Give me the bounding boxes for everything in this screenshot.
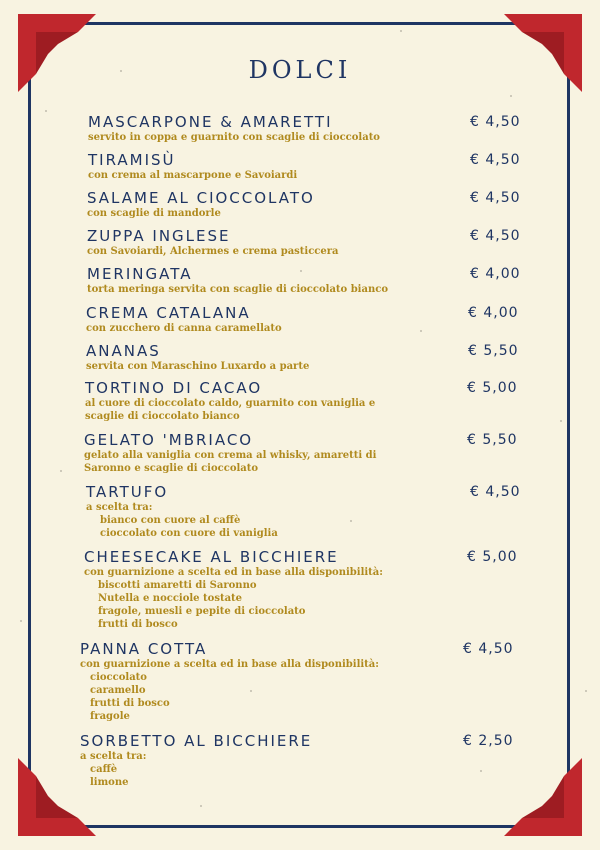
menu-item-tiramisu xyxy=(88,151,297,182)
item-desc: con guarnizione a scelta ed in base alla disponibilità: xyxy=(84,567,383,578)
menu-item-salame xyxy=(87,189,315,220)
item-price: € 4,50 xyxy=(470,114,521,130)
item-name: MERINGATA xyxy=(87,265,193,283)
menu-item-tartufo xyxy=(86,483,278,540)
item-option: frutti di bosco xyxy=(90,698,170,709)
item-option: caffè xyxy=(90,764,118,775)
item-desc: con Savoiardi, Alchermes e crema pasticcera xyxy=(87,246,339,257)
item-option: caramello xyxy=(90,685,146,696)
item-price: € 2,50 xyxy=(463,733,514,749)
item-option: Nutella e nocciole tostate xyxy=(98,593,243,604)
item-price: € 4,50 xyxy=(470,152,521,168)
item-price: € 5,00 xyxy=(467,380,518,396)
item-name: MASCARPONE & AMARETTI xyxy=(88,113,333,131)
menu-item-mascarpone xyxy=(88,113,380,144)
item-option: limone xyxy=(90,777,129,788)
item-name: CHEESECAKE AL BICCHIERE xyxy=(84,548,339,566)
item-price: € 4,50 xyxy=(463,641,514,657)
item-price: € 4,00 xyxy=(468,305,519,321)
item-price: € 4,50 xyxy=(470,228,521,244)
item-name: CREMA CATALANA xyxy=(86,304,251,322)
menu-item-gelato-mbriaco xyxy=(84,431,376,475)
item-name: GELATO 'MBRIACO xyxy=(84,431,254,449)
item-option: bianco con cuore al caffè xyxy=(100,515,241,526)
menu-title: DOLCI xyxy=(248,56,352,84)
item-desc: con zucchero di canna caramellato xyxy=(86,323,282,334)
item-desc: scaglie di cioccolato bianco xyxy=(85,411,240,422)
item-desc: con scaglie di mandorle xyxy=(87,208,221,219)
item-name: TIRAMISÙ xyxy=(88,151,176,169)
item-price: € 4,00 xyxy=(470,266,521,282)
item-price: € 4,50 xyxy=(470,190,521,206)
item-desc: con guarnizione a scelta ed in base alla disponibilità: xyxy=(80,659,379,670)
item-name: ANANAS xyxy=(86,342,161,360)
item-desc: a scelta tra: xyxy=(80,751,147,762)
item-option: fragole, muesli e pepite di cioccolato xyxy=(98,606,306,617)
item-desc: al cuore di cioccolato caldo, guarnito con vaniglia e xyxy=(85,398,376,409)
item-name: SALAME AL CIOCCOLATO xyxy=(87,189,315,207)
item-desc: gelato alla vaniglia con crema al whisky, amaretti di xyxy=(84,450,377,461)
menu-item-tortino xyxy=(85,379,375,423)
item-option: frutti di bosco xyxy=(98,619,178,630)
menu-item-zuppa-inglese xyxy=(87,227,339,258)
item-name: TORTINO DI CACAO xyxy=(85,379,263,397)
item-desc: Saronno e scaglie di cioccolato xyxy=(84,463,259,474)
item-name: PANNA COTTA xyxy=(80,640,208,658)
item-name: ZUPPA INGLESE xyxy=(87,227,231,245)
item-option: cioccolato con cuore di vaniglia xyxy=(100,528,278,539)
menu-item-ananas xyxy=(86,342,309,373)
item-option: fragole xyxy=(90,711,130,722)
item-price: € 5,50 xyxy=(467,432,518,448)
item-option: biscotti amaretti di Saronno xyxy=(98,580,257,591)
item-desc: servito in coppa e guarnito con scaglie di cioccolato xyxy=(88,132,380,143)
item-desc: servita con Maraschino Luxardo a parte xyxy=(86,361,310,372)
menu-item-sorbetto xyxy=(80,732,312,789)
item-desc: con crema al mascarpone e Savoiardi xyxy=(88,170,298,181)
item-price: € 4,50 xyxy=(470,484,521,500)
menu-item-panna-cotta xyxy=(80,640,379,723)
corner-ornament-bottom-right xyxy=(502,756,582,836)
menu-item-cheesecake xyxy=(84,548,383,631)
menu-item-crema-catalana xyxy=(86,304,282,335)
item-name: TARTUFO xyxy=(86,483,169,501)
item-price: € 5,00 xyxy=(467,549,518,565)
item-desc: a scelta tra: xyxy=(86,502,153,513)
item-price: € 5,50 xyxy=(468,343,519,359)
menu-item-meringata xyxy=(87,265,388,296)
item-name: SORBETTO AL BICCHIERE xyxy=(80,732,313,750)
item-option: cioccolato xyxy=(90,672,147,683)
item-desc: torta meringa servita con scaglie di cioccolato bianco xyxy=(87,284,388,295)
